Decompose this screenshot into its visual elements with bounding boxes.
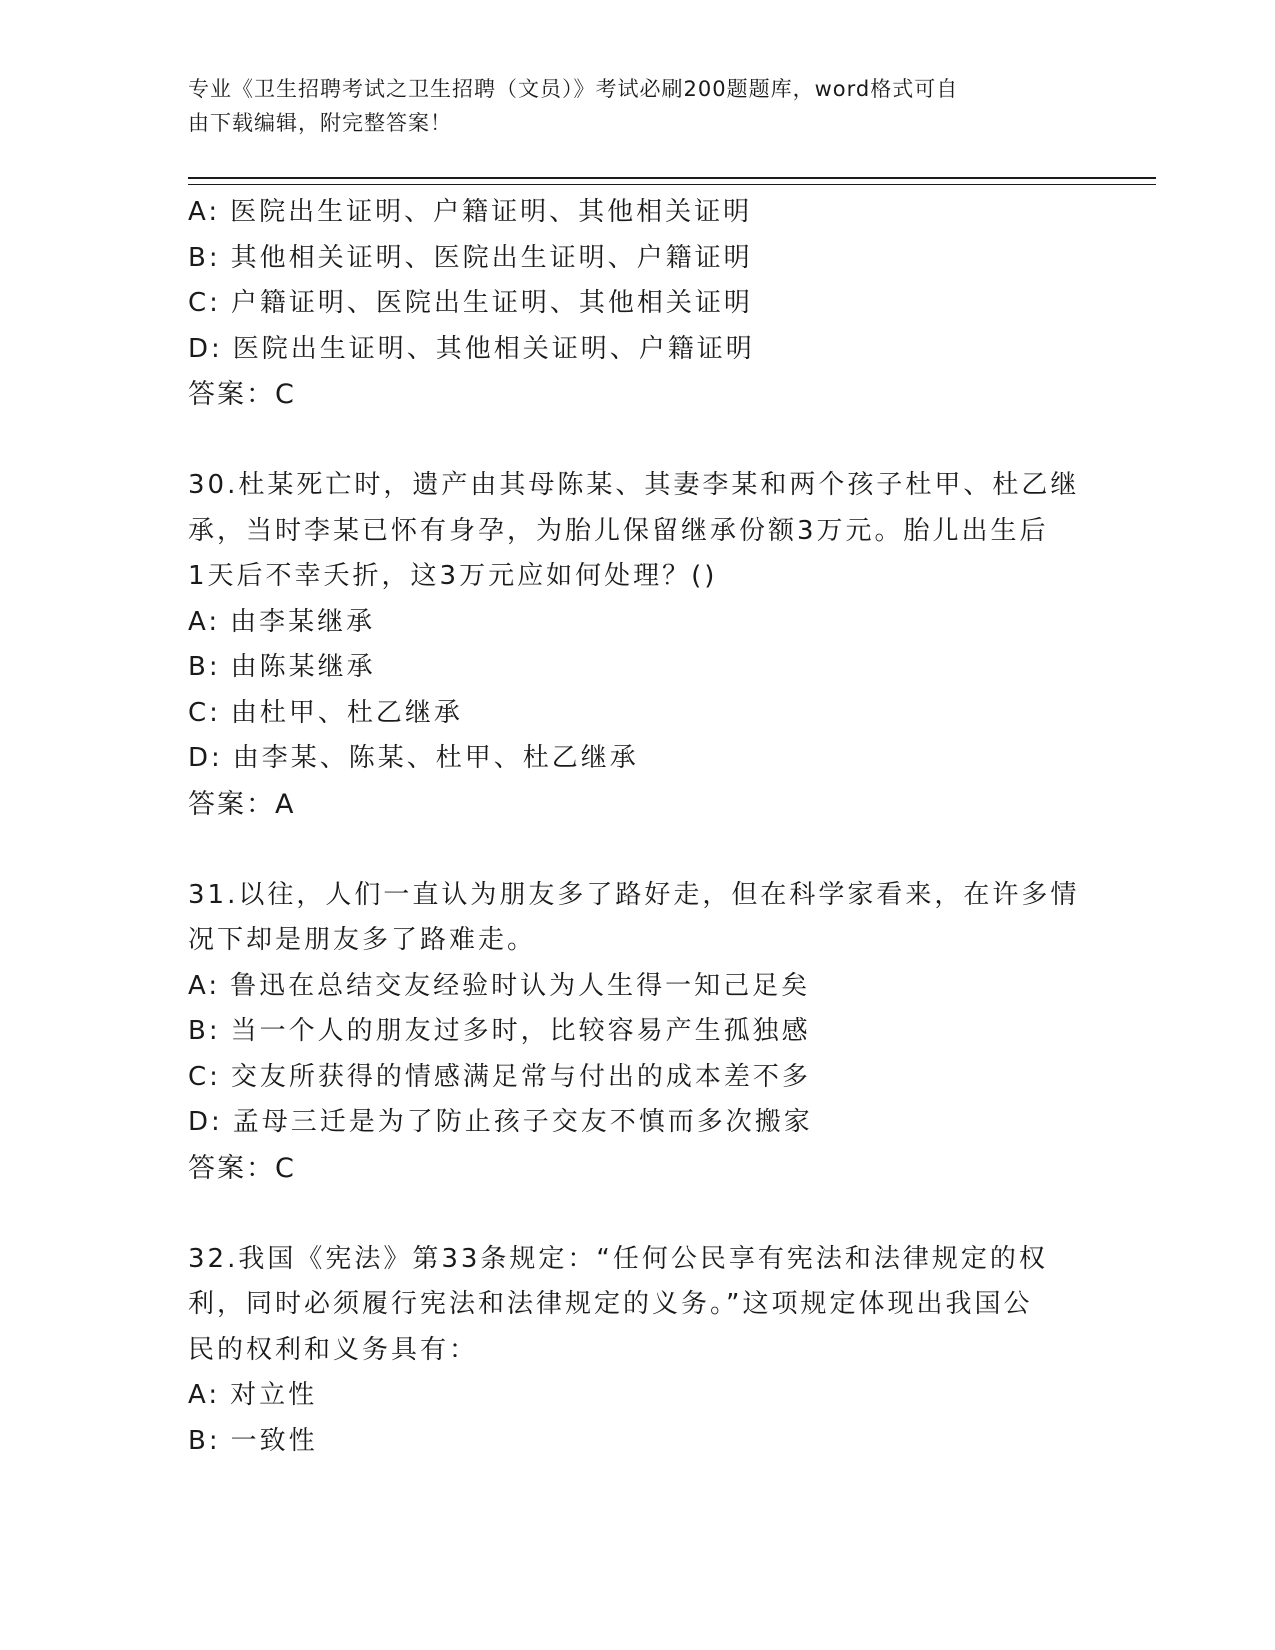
option-row [188, 691, 1088, 737]
spacer [188, 827, 1088, 873]
option-text: 医院出生证明、户籍证明、其他相关证明 [230, 197, 753, 227]
option-text: 交友所获得的情感满足常与付出的成本差不多 [230, 1061, 811, 1092]
question-stem-line: 30.杜某死亡时，遗产由其母陈某、其妻李某和两个孩子杜甲、杜乙继 [188, 470, 1080, 500]
option-label: A: [188, 1380, 221, 1410]
option-label: D: [188, 333, 223, 364]
answer-line: 答案：A [188, 788, 296, 820]
question-stem-line: 承，当时李某已怀有身孕，为胎儿保留继承份额3万元。胎儿出生后 [188, 515, 1049, 546]
option-text: 户籍证明、医院出生证明、其他相关证明 [230, 288, 753, 318]
answer-line: 答案：C [188, 379, 296, 410]
option-row [188, 964, 1088, 1010]
option-row [188, 1055, 1088, 1101]
header-divider-thin [188, 184, 1156, 185]
header-line-2: 由下载编辑，附完整答案！ [188, 111, 452, 135]
option-label: C: [188, 1061, 221, 1092]
question-stem-line: 31.以往，人们一直认为朋友多了路好走，但在科学家看来，在许多情 [188, 879, 1080, 910]
option-row [188, 600, 1088, 646]
option-label: B: [188, 1425, 221, 1456]
option-row [188, 1373, 1088, 1419]
question-stem-line: 1天后不幸夭折，这3万元应如何处理？() [188, 561, 718, 591]
option-label: D: [188, 743, 223, 773]
option-row [188, 281, 1088, 327]
header-line-1: 专业《卫生招聘考试之卫生招聘（文员）》考试必刷200题题库，word格式可自 [188, 77, 959, 101]
option-row [188, 190, 1088, 236]
option-text: 鲁迅在总结交友经验时认为人生得一知己足矣 [230, 970, 811, 1001]
option-row [188, 236, 1088, 282]
option-label: C: [188, 288, 221, 318]
question-list [188, 190, 1088, 1464]
question-stem-line: 民的权利和义务具有： [188, 1334, 479, 1365]
option-text: 由李某、陈某、杜甲、杜乙继承 [232, 743, 639, 773]
option-label: A: [188, 197, 221, 227]
question-block [188, 1237, 1088, 1465]
option-text: 孟母三迁是为了防止孩子交友不慎而多次搬家 [232, 1107, 813, 1137]
option-text: 其他相关证明、医院出生证明、户籍证明 [230, 242, 753, 273]
option-text: 医院出生证明、其他相关证明、户籍证明 [232, 333, 755, 364]
option-text: 对立性 [230, 1380, 318, 1410]
option-label: B: [188, 242, 221, 273]
option-row [188, 645, 1088, 691]
question-block [188, 463, 1088, 827]
option-label: D: [188, 1107, 223, 1137]
option-label: B: [188, 652, 221, 682]
option-row [188, 1419, 1088, 1465]
option-label: A: [188, 606, 221, 637]
question-block [188, 190, 1088, 418]
answer-line: 答案：C [188, 1152, 296, 1184]
option-row [188, 1009, 1088, 1055]
question-stem-line: 况下却是朋友多了路难走。 [188, 925, 537, 955]
option-text: 由李某继承 [230, 606, 376, 637]
spacer [188, 418, 1088, 464]
question-block [188, 873, 1088, 1192]
option-label: B: [188, 1016, 221, 1046]
option-label: A: [188, 970, 221, 1001]
question-stem-line: 利，同时必须履行宪法和法律规定的义务。”这项规定体现出我国公 [188, 1289, 1033, 1319]
spacer [188, 1191, 1088, 1237]
option-text: 当一个人的朋友过多时，比较容易产生孤独感 [230, 1016, 811, 1046]
document-header [188, 72, 1068, 140]
question-stem-line: 32.我国《宪法》第33条规定：“任何公民享有宪法和法律规定的权 [188, 1243, 1048, 1274]
option-text: 一致性 [230, 1425, 318, 1456]
header-divider-thick [188, 177, 1156, 179]
option-text: 由陈某继承 [230, 652, 376, 682]
option-row [188, 1100, 1088, 1146]
option-row [188, 327, 1088, 373]
option-label: C: [188, 697, 221, 728]
option-row [188, 736, 1088, 782]
option-text: 由杜甲、杜乙继承 [230, 697, 463, 728]
